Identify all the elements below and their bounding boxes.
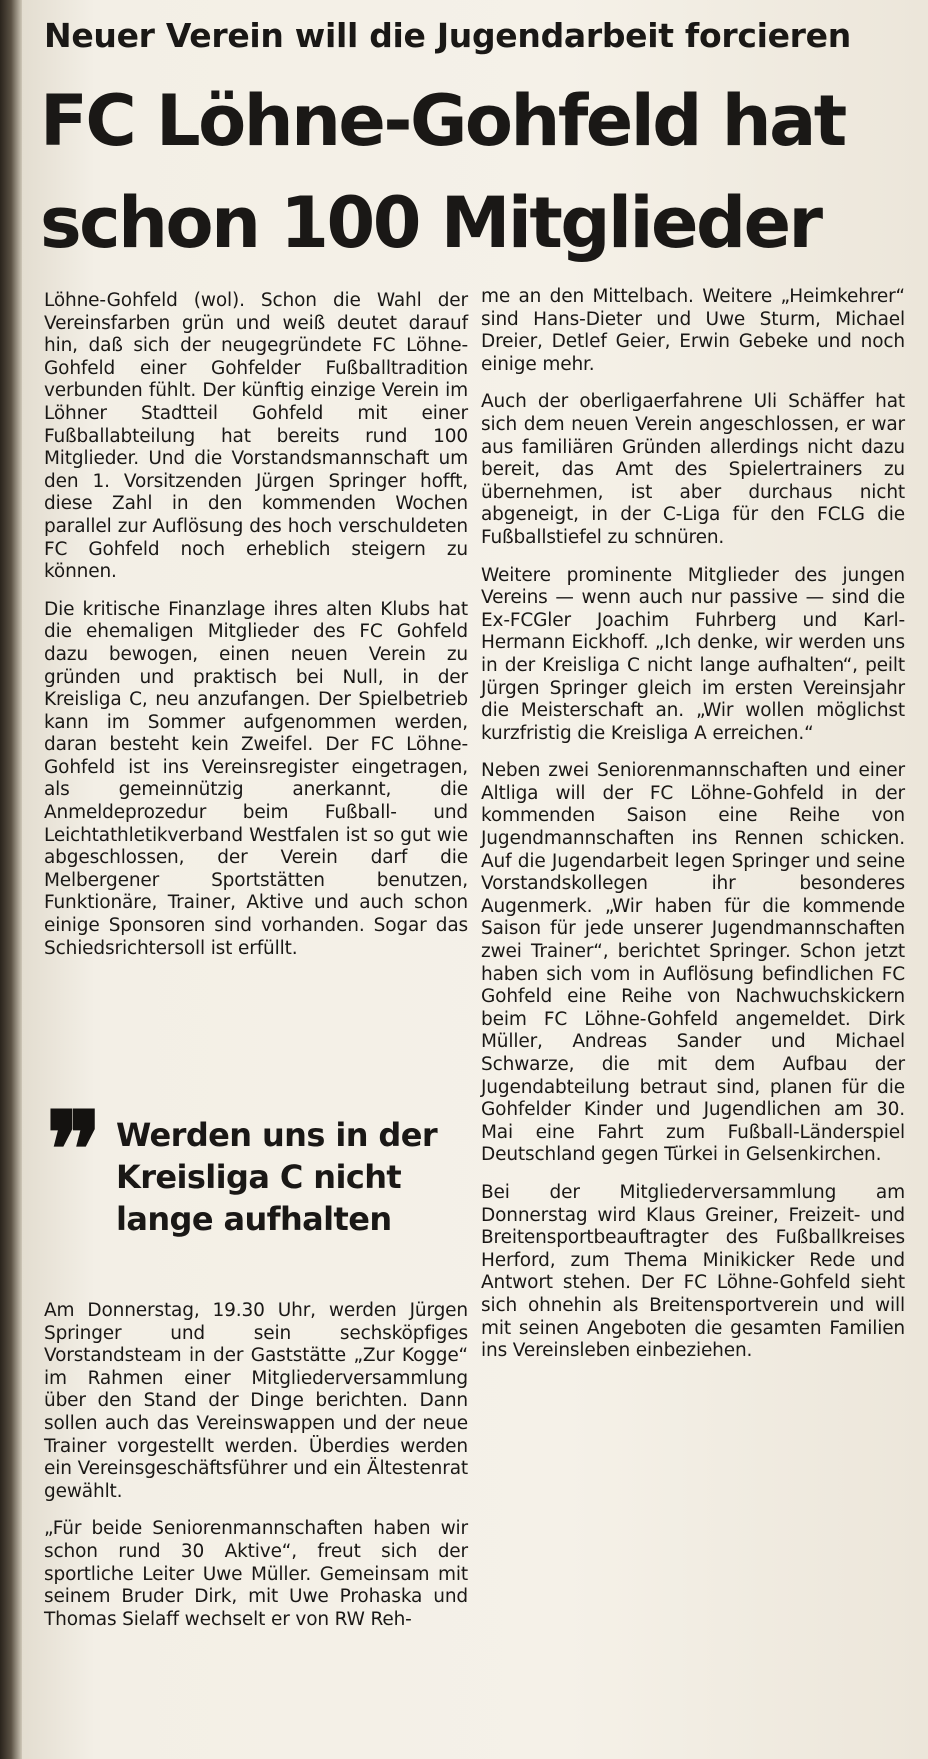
paragraph: Am Donnerstag, 19.30 Uhr, werden Jürgen Springer und sein sechsköpfiges Vorstandsteam in der Gaststätte „Zur Kogge“ im Rahmen einer Mitgliederversammlung über den Stand der Dinge berichten. Dann sollen auch das Vereinswappen und der neue Trainer vorgestellt werden. Überdies werden ein Vereinsgeschäftsführer und ein Ältestenrat gewählt. — [44, 1300, 468, 1502]
paragraph: Löhne-Gohfeld (wol). Schon die Wahl der Vereinsfarben grün und weiß deutet darauf hin, daß sich der neugegründete FC Löhne-Gohfeld einer Gohfelder Fußballtradition verbunden fühlt. Der künftig einzige Verein im Löhner Stadtteil Gohfeld mit einer Fußballabteilung hat bereits rund 100 Mitglieder. Und die Vorstandsmannschaft um den 1. Vorsitzenden Jürgen Springer hofft, diese Zahl in den kommenden Wochen parallel zur Auflösung des hoch verschuldeten FC Gohfeld noch erheblich steigern zu können. — [44, 290, 468, 583]
headline-line-2: schon 100 Mitglieder — [40, 182, 821, 264]
paragraph: Bei der Mitgliederversammlung am Donnerstag wird Klaus Greiner, Freizeit- und Breitensportbeauftragter des Fußballkreises Herford, zum Thema Minikicker Rede und Antwort stehen. Der FC Löhne-Gohfeld sieht sich ohnehin als Breitensportverein und will mit seinen Angeboten die gesamten Familien ins Vereinsleben einbeziehen. — [481, 1181, 905, 1362]
article-kicker: Neuer Verein will die Jugendarbeit forcieren — [44, 16, 851, 55]
article-headline — [40, 70, 920, 274]
page-binding-edge — [0, 0, 22, 1759]
left-column-continued — [44, 1300, 468, 1646]
quotation-mark-icon: ❞ — [46, 1088, 102, 1211]
left-column — [44, 290, 468, 975]
pull-quote — [44, 1088, 464, 1286]
headline-line-1: FC Löhne-Gohfeld hat — [40, 80, 845, 162]
pull-quote-text: Werden uns in der Kreisliga C nicht lange aufhalten — [116, 1116, 438, 1238]
paragraph: Auch der oberligaerfahrene Uli Schäffer hat sich dem neuen Verein angeschlossen, er war aus familiären Gründen allerdings nicht dazu bereit, das Amt des Spielertrainers zu übernehmen, ist aber durchaus nicht abgeneigt, in der C-Liga für den FCLG die Fußballstiefel zu schnüren. — [481, 391, 905, 548]
paragraph: me an den Mittelbach. Weitere „Heimkehrer“ sind Hans-Dieter und Uwe Sturm, Michael Dreier, Detlef Geier, Erwin Gebeke und noch einige mehr. — [481, 286, 905, 375]
paragraph: Weitere prominente Mitglieder des jungen Vereins — wenn auch nur passive — sind die Ex-FCGler Joachim Fuhrberg und Karl-Hermann Eickhoff. „Ich denke, wir werden uns in der Kreisliga C nicht lange aufhalten“, peilt Jürgen Springer gleich im ersten Vereinsjahr die Meisterschaft an. „Wir wollen möglichst kurzfristig die Kreisliga A erreichen.“ — [481, 564, 905, 744]
paragraph: Neben zwei Seniorenmannschaften und einer Altliga will der FC Löhne-Gohfeld in der kommenden Saison eine Reihe von Jugendmannschaften ins Rennen schicken. Auf die Jugendarbeit legen Springer und seine Vorstandskollegen ihr besonderes Augenmerk. „Wir haben für die kommende Saison für jede unserer Jugendmannschaften zwei Trainer“, berichtet Springer. Schon jetzt haben sich vom in Auflösung befindlichen FC Gohfeld eine Reihe von Nachwuchskickern beim FC Löhne-Gohfeld angemeldet. Dirk Müller, Andreas Sander und Michael Schwarze, die mit dem Aufbau der Jugendabteilung betraut sind, planen für die Gohfelder Kinder und Jugendlichen am 30. Mai eine Fahrt zum Fußball-Länderspiel Deutschland gegen Türkei in Gelsenkirchen. — [481, 760, 905, 1166]
right-column — [481, 286, 905, 1378]
paragraph: Die kritische Finanzlage ihres alten Klubs hat die ehemaligen Mitglieder des FC Gohfeld dazu bewogen, einen neuen Verein zu gründen und praktisch bei Null, in der Kreisliga C, neu anzufangen. Der Spielbetrieb kann im Sommer aufgenommen werden, daran besteht kein Zweifel. Der FC Löhne-Gohfeld ist ins Vereinsregister eingetragen, als gemeinnützig anerkannt, die Anmeldeprozedur beim Fußball- und Leichtathletikverband Westfalen ist so gut wie abgeschlossen, der Verein darf die Melbergener Sportstätten benutzen, Funktionäre, Trainer, Aktive und auch schon einige Sponsoren sind vorhanden. Sogar das Schiedsrichtersoll ist erfüllt. — [44, 598, 468, 959]
paragraph: „Für beide Seniorenmannschaften haben wir schon rund 30 Aktive“, freut sich der sportliche Leiter Uwe Müller. Gemeinsam mit seinem Bruder Dirk, mit Uwe Prohaska und Thomas Sielaff wechselt er von RW Reh- — [44, 1518, 468, 1630]
